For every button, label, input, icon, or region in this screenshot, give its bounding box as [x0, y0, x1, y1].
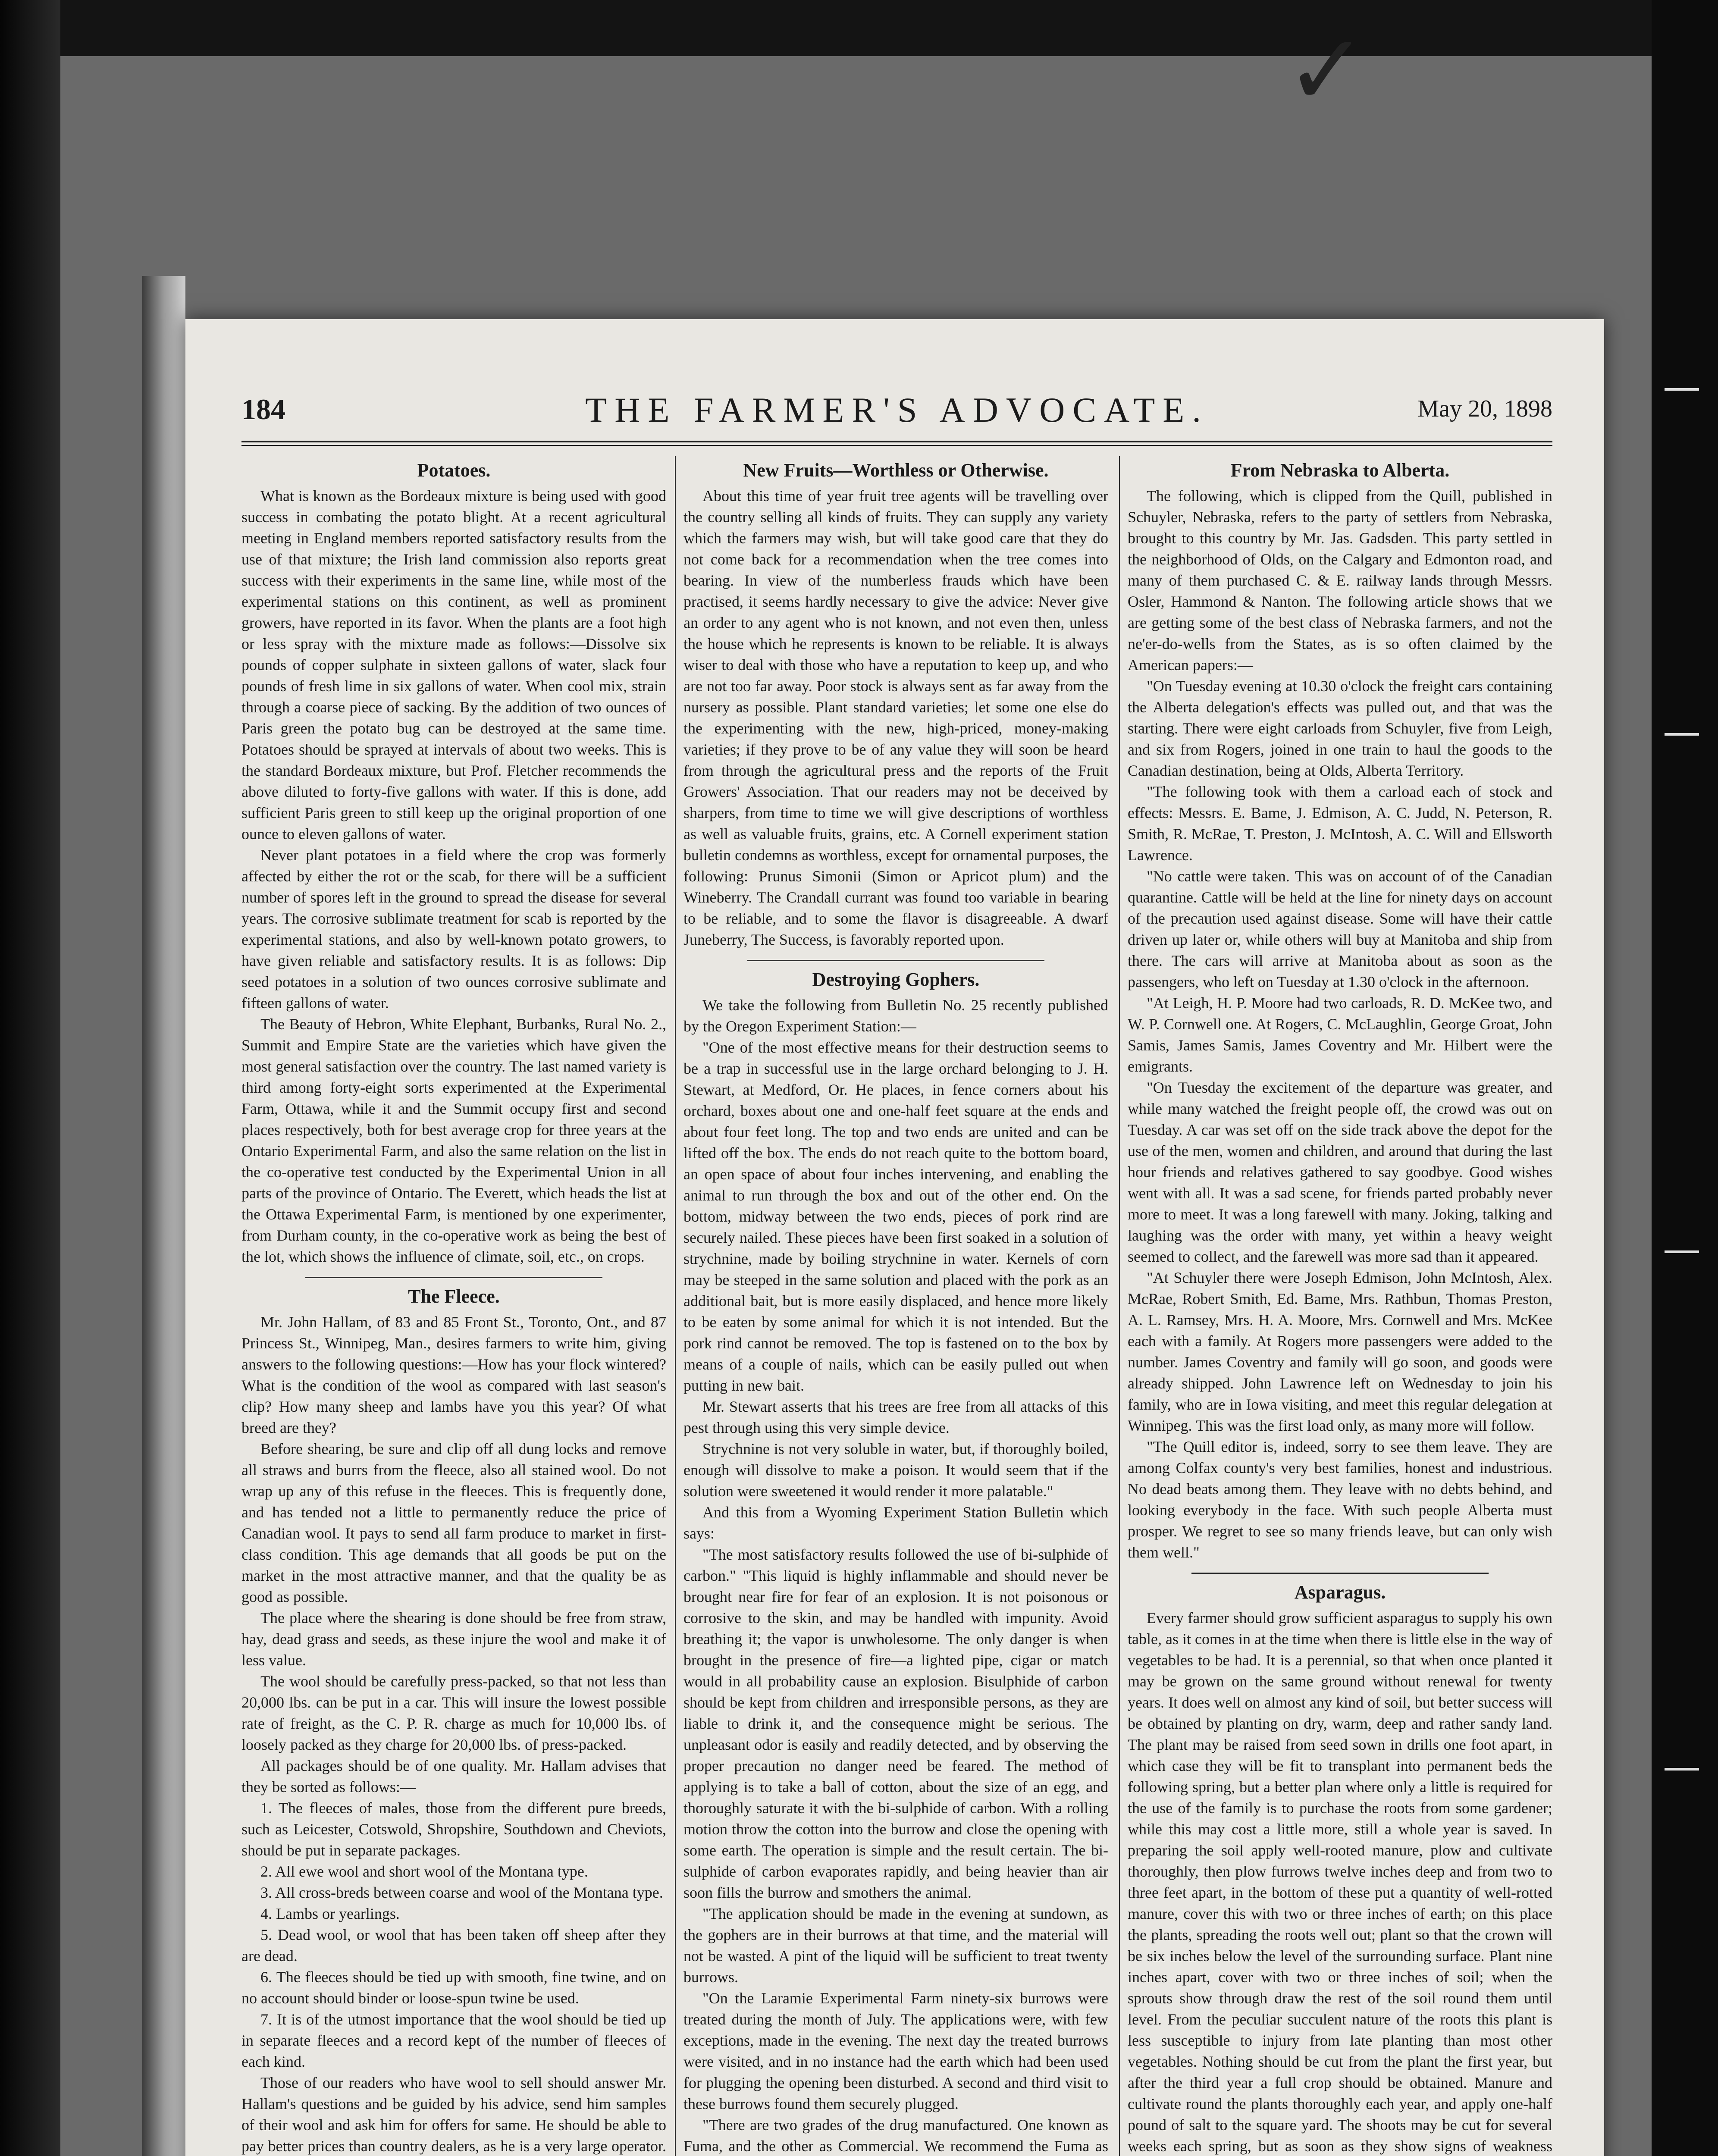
article-paragraph: What is known as the Bordeaux mixture is being used with good success in combating the potato blight. At a recent agricultural meeting in England members reported satisfactory results from the use of that mixture; the Irish land commission also reports great success with their experiments in the same line, while most of the experimental stations on this continent, as well as prominent growers, have reported in its favor. When the plants are a foot high or less spray with the mixture made as follows:—Dissolve six pounds of copper sulphate in sixteen gallons of water, slack four pounds of fresh lime in six gallons of water. When cool mix, strain through a coarse piece of sacking. By the addition of two ounces of Paris green the potato bug can be destroyed at the same time. Potatoes should be sprayed at intervals of about two weeks. This is the standard Bordeaux mixture, but Prof. Fletcher recommends the above diluted to forty-five gallons with water. If this is done, add sufficient Paris green to still keep up the original proportion of one ounce to eleven gallons of water. — [241, 487, 666, 843]
article-paragraph: 7. It is of the utmost importance that the wool should be tied up in separate fleeces and a record kept of the number of fleeces of each kind. — [241, 2011, 666, 2070]
article-paragraph: We take the following from Bulletin No. 25 recently published by the Oregon Experiment Station:— — [683, 997, 1108, 1035]
article-paragraph: 4. Lambs or yearlings. — [260, 1905, 400, 1922]
article-paragraph: "There are two grades of the drug manufactured. One known as Fuma, and the other as Commercial. We recommend the Fuma as — [683, 2116, 1108, 2155]
article-paragraph: And this from a Wyoming Experiment Station Bulletin which says: — [683, 1504, 1108, 1542]
article-paragraph: Mr. Stewart asserts that his trees are free from all attacks of this pest through using this very simple device. — [683, 1398, 1108, 1436]
article-paragraph: Strychnine is not very soluble in water, but, if thoroughly boiled, enough will dissolve to make a poison. It would seem that if the solution were sweetened it would render it more palatable." — [683, 1440, 1108, 1500]
scan-mark — [1665, 1768, 1699, 1771]
scan-border-left — [0, 0, 60, 2156]
article-separator — [747, 960, 1045, 961]
article-paragraph: 3. All cross-breds between coarse and wool of the Montana type. — [260, 1884, 663, 1901]
issue-date: May 20, 1898 — [1417, 395, 1552, 422]
article-paragraph: Those of our readers who have wool to sell should answer Mr. Hallam's questions and be guided by his advice, send him samples of their wool and ask him for offers for same. He should be able to pay better prices than country dealers, as he is a very large operator. — [241, 2074, 666, 2155]
article-paragraph: "At Leigh, H. P. Moore had two carloads, R. D. McKee two, and W. P. Cornwell one. At Rogers, C. McLaughlin, George Groat, John Samis, James Samis, James Coventry and Mr. Hilbert were the emigrants. — [1128, 994, 1552, 1075]
article-paragraph: The place where the shearing is done should be free from straw, hay, dead grass and seeds, as these injure the wool and make it of less value. — [241, 1609, 666, 1669]
header-rule-thin — [241, 445, 1552, 446]
article-paragraph: "On the Laramie Experimental Farm ninety-six burrows were treated during the month of July. The applications were, with few exceptions, made in the evening. The next day the treated burrows were visited, and in no instance had the earth which had been used for plugging the opening been disturbed. A second and third visit to these burrows found them securely plugged. — [683, 1990, 1108, 2112]
bound-page-edges — [142, 276, 185, 2156]
article-title: The Fleece. — [408, 1286, 500, 1307]
column-divider — [1119, 456, 1120, 2156]
column-divider — [675, 456, 676, 2156]
column-3 — [1128, 456, 1552, 2156]
article-paragraph: "The following took with them a carload each of stock and effects: Messrs. E. Bame, J. Edmison, A. C. Judd, N. Peterson, R. Smith, R. McRae, T. Preston, J. McIntosh, A. C. Will and Ellsworth Lawrence. — [1128, 783, 1552, 864]
handwritten-checkmark: ✓ — [1285, 13, 1368, 128]
article-paragraph: About this time of year fruit tree agents will be travelling over the country selling all kinds of fruits. They can supply any variety which the farmers may wish, but will take good care that they do not come back for a recommendation when the tree comes into bearing. In view of the numberless frauds which have been practised, it seems hardly necessary to give the advice: Never give an order to any agent who is not known, and not even then, unless the house which he represents is known to be reliable. It is always wiser to deal with those who have a reputation to keep up, and who are not too far away. Poor stock is always sent as far away from the nursery as possible. Plant standard varieties; let some one else do the experimenting with the new, high-priced, money-making varieties; if they prove to be of any value they will soon be heard from through the agricultural press and the reports of the Fruit Growers' Association. That our readers may not be deceived by sharpers, from time to time we will give descriptions of worthless as well as valuable fruits, grains, etc. A Cornell experiment station bulletin condemns as worthless, except for ornamental purposes, the following: Prunus Simonii (Simon or Apricot plum) and the Wineberry. The Crandall currant was found too variable in bearing to be reliable, and to some the flavor is disagreeable. A dwarf Juneberry, The Success, is favorably reported upon. — [683, 487, 1108, 948]
masthead-title: THE FARMER'S ADVOCATE. — [585, 390, 1209, 429]
article-paragraph: 1. The fleeces of males, those from the different pure breeds, such as Leicester, Cotswold, Shropshire, Southdown and Cheviots, should be put in separate packages. — [241, 1799, 666, 1859]
article-separator — [305, 1277, 603, 1278]
article-paragraph: Never plant potatoes in a field where the crop was formerly affected by either the rot or the scab, for there will be a sufficient number of spores left in the ground to spread the disease for several years. The corrosive sublimate treatment for scab is reported by the experimental stations, and also by well-known potato growers, to have given reliable and satisfactory results. It is as follows: Dip seed potatoes in a solution of two ounces corrosive sublimate and fifteen gallons of water. — [241, 846, 666, 1012]
article-paragraph: "One of the most effective means for their destruction seems to be a trap in successful use in the large orchard belonging to J. H. Stewart, at Medford, Or. He places, in fence corners about his orchard, boxes about one and one-half feet square at the ends and about four feet long. The top and two ends are united and can be lifted off the box. The ends do not reach quite to the bottom board, an open space of about four inches intervening, and enabling the animal to run through the box and out of the other end. On the bottom, midway between the two ends, pieces of pork rind are securely nailed. These pieces have been first soaked in a solution of strychnine, made by boiling strychnine in water. Kernels of corn may be steeped in the same solution and placed with the pork as an additional bait, but is more easily displaced, and hence more likely to be eaten by some animal for which it is not intended. But the pork rind cannot be removed. The top is fastened on to the box by means of a couple of nails, which can be easily pulled out when putting in new bait. — [683, 1039, 1108, 1394]
header-rule — [241, 441, 1552, 442]
article-paragraph: "On Tuesday the excitement of the departure was greater, and while many watched the freight people off, the crowd was out on Tuesday. A car was set off on the side track above the depot for the use of the men, women and children, and around that during the last hour friends and relatives gathered to say goodbye. Good wishes went with all. It was a sad scene, for friends parted probably never more to meet. It was a long farewell with many. Joking, talking and laughing was the order with many, yet within a heavy weight seemed to collect, and the farewell was more sad than it appeared. — [1128, 1079, 1552, 1265]
article-title: Asparagus. — [1294, 1582, 1386, 1603]
article-title: Destroying Gophers. — [812, 969, 980, 990]
article-paragraph: "The application should be made in the evening at sundown, as the gophers are in their burrows at that time, and the material will not be wasted. A pint of the liquid will be sufficient to treat twenty burrows. — [683, 1905, 1108, 1986]
article-paragraph: "On Tuesday evening at 10.30 o'clock the freight cars containing the Alberta delegation's effects was pulled out, and that was the starting. There were eight carloads from Schuyler, five from Leigh, and six from Rogers, joined in one train to haul the goods to the Canadian destination, being at Olds, Alberta Territory. — [1128, 677, 1552, 779]
article-paragraph: The Beauty of Hebron, White Elephant, Burbanks, Rural No. 2., Summit and Empire State are the varieties which have given the most general satisfaction over the country. The last named variety is third among forty-eight sorts experimented at the Experimental Farm, Ottawa, while it and the Summit occupy first and second places respectively, both for best average crop for three years at the Ontario Experimental Farm, and also the same relation on the list in the co-operative test conducted by the Experimental Union in all parts of the province of Ontario. The Everett, which heads the list at the Ottawa Experimental Farm, is mentioned by one experimenter, from Durham county, in the co-operative work as being the best of the lot, which shows the influence of climate, soil, etc., on crops. — [241, 1015, 666, 1265]
article-separator — [1191, 1573, 1489, 1574]
article-paragraph: "The Quill editor is, indeed, sorry to see them leave. They are among Colfax county's very best families, honest and industrious. No dead beats among them. They leave with no debts behind, and looking everybody in the face. With such people Alberta must prosper. We regret to see so many friends leave, but can only wish them well." — [1128, 1438, 1552, 1561]
scan-mark — [1665, 388, 1699, 391]
article-paragraph: Before shearing, be sure and clip off all dung locks and remove all straws and burrs from the fleece, also all stained wool. Do not wrap up any of this refuse in the fleeces. This is frequently done, and has tended not a little to permanently reduce the price of Canadian wool. It pays to send all farm produce to market in first-class condition. This age demands that all goods be put on the market in the most attractive manner, and that the quality be as good as possible. — [241, 1440, 666, 1605]
article-paragraph: "The most satisfactory results followed the use of bi-sulphide of carbon." "This liquid is highly inflammable and should never be brought near fire for fear of an explosion. It is not poisonous or corrosive to the skin, and may be handled with impunity. Avoid breathing it; the vapor is unwholesome. The only danger is when brought in the presence of fire—a lighted pipe, cigar or match would in all probability cause an explosion. Bisulphide of carbon should be kept from children and irresponsible persons, as they are liable to drink it, and the consequence might be serious. The unpleasant odor is easily and readily detected, and by observing the proper precaution no danger need be feared. The method of applying is to take a ball of cotton, about the size of an egg, and thoroughly saturate it with the bi-sulphide of carbon. With a rolling motion throw the cotton into the burrow and close the opening with some earth. The operation is simple and the result certain. The bi-sulphide of carbon evaporates rapidly, and being heavier than air soon fills the burrow and smothers the animal. — [683, 1546, 1108, 1901]
article-paragraph: All packages should be of one quality. Mr. Hallam advises that they be sorted as follows:— — [241, 1757, 666, 1796]
page-number: 184 — [241, 393, 285, 426]
article-paragraph: "No cattle were taken. This was on account of of the Canadian quarantine. Cattle will be held at the line for ninety days on account of the precaution used against disease. Some will have their cattle driven up later or, while others will buy at Manitoba and ship from there. The cars will arrive at Manitoba about as soon as the passengers, who left on Tuesday at 1.30 o'clock in the afternoon. — [1128, 868, 1552, 990]
article-title: Potatoes. — [417, 460, 491, 481]
newspaper-page — [185, 319, 1604, 2156]
page-header — [241, 392, 1552, 431]
article-paragraph: "At Schuyler there were Joseph Edmison, John McIntosh, Alex. McRae, Robert Smith, Ed. Bame, Mrs. Rathbun, Thomas Preston, A. L. Ramsey, Mrs. H. A. Moore, Mrs. Cornwell and Mrs. McKee each with a family. At Rogers more passengers were added to the number. James Coventry and family will go soon, and goods were already shipped. John Lawrence left on Wednesday to join his family, who are in Iowa visiting, and meet this regular delegation at Winnipeg. This was the first load only, as many more will follow. — [1128, 1269, 1552, 1434]
article-paragraph: 6. The fleeces should be tied up with smooth, fine twine, and on no account should binder or loose-spun twine be used. — [241, 1968, 666, 2007]
article-paragraph: 5. Dead wool, or wool that has been taken off sheep after they are dead. — [241, 1926, 666, 1965]
scan-mark — [1665, 1250, 1699, 1253]
column-1 — [241, 456, 666, 2156]
article-paragraph: The following, which is clipped from the Quill, published in Schuyler, Nebraska, refers to the party of settlers from Nebraska, brought to this country by Mr. Jas. Gadsden. This party settled in the neighborhood of Olds, on the Calgary and Edmonton road, and many of them purchased C. & E. railway lands through Messrs. Osler, Hammond & Nanton. The following article shows that we are getting some of the best class of Nebraska farmers, and not the ne'er-do-wells from the States, as is so often claimed by the American papers:— — [1128, 487, 1552, 674]
scan-mark — [1665, 733, 1699, 736]
article-paragraph: The wool should be carefully press-packed, so that not less than 20,000 lbs. can be put in a car. This will insure the lowest possible rate of freight, as the C. P. R. charge as much for 10,000 lbs. of loosely packed as they charge for 20,000 lbs. of press-packed. — [241, 1673, 666, 1753]
article-title: New Fruits—Worthless or Otherwise. — [743, 460, 1049, 481]
article-title: From Nebraska to Alberta. — [1230, 460, 1450, 481]
scan-border-right — [1652, 0, 1718, 2156]
article-paragraph: Every farmer should grow sufficient asparagus to supply his own table, as it comes in at the time when there is little else in the way of vegetables to be had. It is a perennial, so that when once planted it may be grown on the same ground without renewal for twenty years. It does well on almost any kind of soil, but better success will be obtained by planting on dry, warm, deep and rather sandy land. The plant may be raised from seed sown in drills one foot apart, in which case they will be fit to transplant into permanent beds the following spring, but a better plan where only a little is required for the use of the family is to purchase the roots from some gardener; while this may cost a little more, still a whole year is saved. In preparing the soil apply well-rooted manure, plow and cultivate thoroughly, then plow furrows twelve inches deep and from two to three feet apart, in the bottom of these put a quantity of well-rotted manure, cover this with two or three inches of earth; on this place the plants, spreading the roots well out; plant so that the crown will be six inches below the level of the surrounding surface. Plant nine inches apart, cover with two or three inches of soil; when the sprouts show through draw the rest of the soil round them until level. From the peculiar succulent nature of the roots this plant is less susceptible to injury from late planting than most other vegetables. Nothing should be cut from the plant the first year, but after the third year a full crop should be obtained. Manure and cultivate round the plants thoroughly each year, and apply one-half pound of salt to the square yard. The shoots may be cut for several weeks each spring, but as soon as they show signs of weakness — [1128, 1609, 1552, 2155]
article-paragraph: Mr. John Hallam, of 83 and 85 Front St., Toronto, Ont., and 87 Princess St., Winnipeg, Man., desires farmers to write him, giving answers to the following questions:—How has your flock wintered? What is the condition of the wool as compared with last season's clip? How many sheep and lambs have you this year? Of what breed are they? — [241, 1313, 666, 1436]
column-2 — [683, 456, 1108, 2156]
article-paragraph: 2. All ewe wool and short wool of the Montana type. — [260, 1863, 588, 1880]
